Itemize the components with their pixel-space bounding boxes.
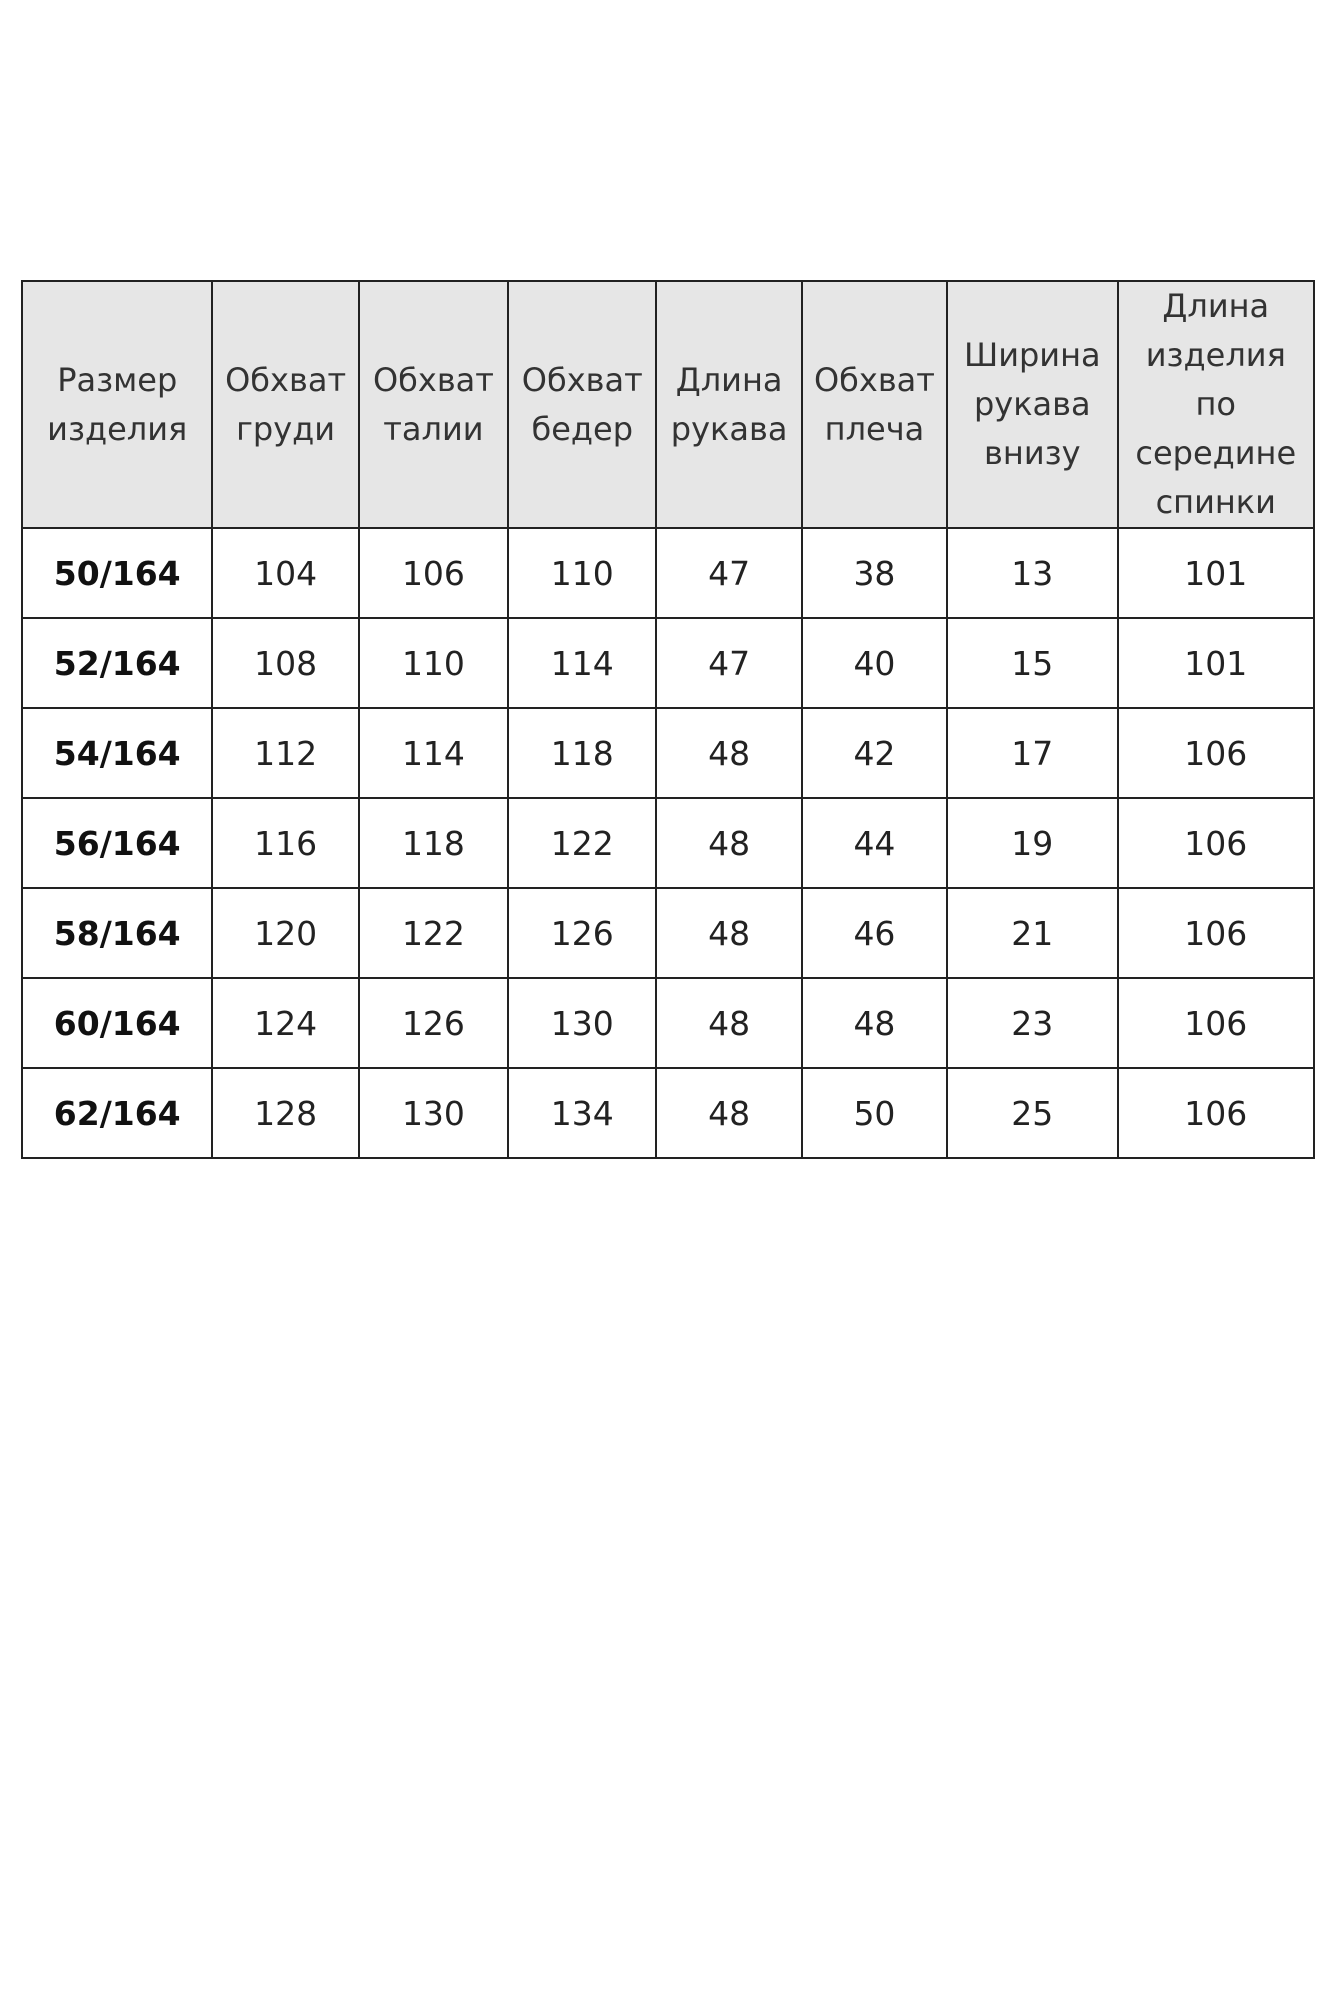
back-length-cell: 106 bbox=[1118, 708, 1315, 798]
sleeve-width-cell: 15 bbox=[947, 618, 1117, 708]
shoulder-cell: 48 bbox=[802, 978, 947, 1068]
sleeve-length-cell: 48 bbox=[656, 888, 801, 978]
table-row bbox=[22, 708, 1314, 798]
size-cell: 56/164 bbox=[22, 798, 212, 888]
chest-cell: 104 bbox=[212, 528, 358, 618]
header-size: Размер изделия bbox=[22, 281, 212, 528]
size-cell: 60/164 bbox=[22, 978, 212, 1068]
sleeve-width-cell: 19 bbox=[947, 798, 1117, 888]
waist-cell: 126 bbox=[359, 978, 508, 1068]
chest-cell: 124 bbox=[212, 978, 358, 1068]
sleeve-length-cell: 48 bbox=[656, 1068, 801, 1158]
header-chest: Обхват груди bbox=[212, 281, 358, 528]
back-length-cell: 101 bbox=[1118, 618, 1315, 708]
sleeve-width-cell: 23 bbox=[947, 978, 1117, 1068]
sleeve-width-cell: 17 bbox=[947, 708, 1117, 798]
header-back-length: Длина изделия по середине спинки bbox=[1118, 281, 1315, 528]
shoulder-cell: 40 bbox=[802, 618, 947, 708]
table-row bbox=[22, 528, 1314, 618]
table-row bbox=[22, 798, 1314, 888]
size-cell: 58/164 bbox=[22, 888, 212, 978]
waist-cell: 122 bbox=[359, 888, 508, 978]
sleeve-length-cell: 47 bbox=[656, 528, 801, 618]
waist-cell: 118 bbox=[359, 798, 508, 888]
shoulder-cell: 50 bbox=[802, 1068, 947, 1158]
hips-cell: 126 bbox=[508, 888, 656, 978]
shoulder-cell: 46 bbox=[802, 888, 947, 978]
table-row bbox=[22, 1068, 1314, 1158]
size-cell: 52/164 bbox=[22, 618, 212, 708]
hips-cell: 114 bbox=[508, 618, 656, 708]
table-row bbox=[22, 618, 1314, 708]
size-cell: 62/164 bbox=[22, 1068, 212, 1158]
hips-cell: 134 bbox=[508, 1068, 656, 1158]
back-length-cell: 106 bbox=[1118, 798, 1315, 888]
sleeve-width-cell: 25 bbox=[947, 1068, 1117, 1158]
waist-cell: 130 bbox=[359, 1068, 508, 1158]
table-row bbox=[22, 978, 1314, 1068]
header-row bbox=[22, 281, 1314, 528]
size-cell: 50/164 bbox=[22, 528, 212, 618]
back-length-cell: 106 bbox=[1118, 888, 1315, 978]
chest-cell: 120 bbox=[212, 888, 358, 978]
chest-cell: 108 bbox=[212, 618, 358, 708]
table-row bbox=[22, 888, 1314, 978]
sleeve-length-cell: 47 bbox=[656, 618, 801, 708]
header-hips: Обхват бедер bbox=[508, 281, 656, 528]
sleeve-length-cell: 48 bbox=[656, 798, 801, 888]
back-length-cell: 101 bbox=[1118, 528, 1315, 618]
waist-cell: 106 bbox=[359, 528, 508, 618]
sleeve-length-cell: 48 bbox=[656, 708, 801, 798]
header-waist: Обхват талии bbox=[359, 281, 508, 528]
hips-cell: 130 bbox=[508, 978, 656, 1068]
chest-cell: 116 bbox=[212, 798, 358, 888]
chest-cell: 112 bbox=[212, 708, 358, 798]
back-length-cell: 106 bbox=[1118, 978, 1315, 1068]
waist-cell: 114 bbox=[359, 708, 508, 798]
shoulder-cell: 38 bbox=[802, 528, 947, 618]
sleeve-length-cell: 48 bbox=[656, 978, 801, 1068]
size-cell: 54/164 bbox=[22, 708, 212, 798]
waist-cell: 110 bbox=[359, 618, 508, 708]
header-sleeve-length: Длина рукава bbox=[656, 281, 801, 528]
header-sleeve-width: Ширина рукава внизу bbox=[947, 281, 1117, 528]
sleeve-width-cell: 13 bbox=[947, 528, 1117, 618]
header-shoulder: Обхват плеча bbox=[802, 281, 947, 528]
shoulder-cell: 44 bbox=[802, 798, 947, 888]
shoulder-cell: 42 bbox=[802, 708, 947, 798]
back-length-cell: 106 bbox=[1118, 1068, 1315, 1158]
hips-cell: 122 bbox=[508, 798, 656, 888]
hips-cell: 110 bbox=[508, 528, 656, 618]
hips-cell: 118 bbox=[508, 708, 656, 798]
sleeve-width-cell: 21 bbox=[947, 888, 1117, 978]
chest-cell: 128 bbox=[212, 1068, 358, 1158]
size-chart-table bbox=[21, 280, 1315, 1159]
